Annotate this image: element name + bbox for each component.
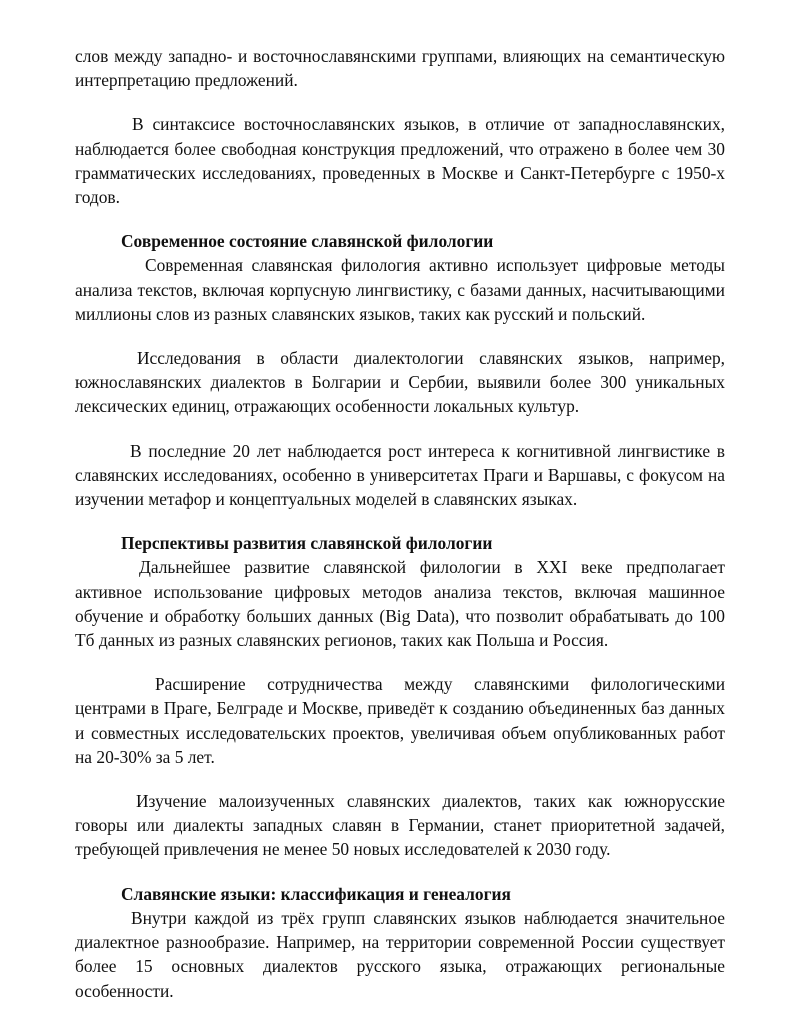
paragraph-cooperation: Расширение сотрудничества между славянскими филологическими центрами в Праге, Белграде и Москве, приведёт к созданию объединенных баз данных и совместных исследовательских проектов, увеличивая объем опубликованных работ на 20-30% за 5 лет. (75, 674, 725, 767)
paragraph-dialectology: Исследования в области диалектологии славянских языков, например, южнославянских диалектов в Болгарии и Сербии, выявили более 300 уникальных лексических единиц, отражающих особенности локальных культур. (75, 348, 725, 417)
document-page (75, 44, 725, 1003)
section-heading-current-state: Современное состояние славянской филологии (121, 231, 494, 252)
paragraph-east-slavic-syntax: В синтаксисе восточнославянских языков, в отличие от западнославянских, наблюдается более свободная конструкция предложений, что отражено в более чем 30 грамматических исследованиях, проведенных в Москве и Санкт-Петербурге с 1950-х годов. (75, 114, 725, 208)
paragraph-digital-methods: Современная славянская филология активно использует цифровые методы анализа текстов, включая корпусную лингвистику, с базами данных, насчитывающими миллионы слов из разных славянских языков, таких как русский и польский. (75, 255, 725, 324)
paragraph-future-development: Дальнейшее развитие славянской филологии в XXI веке предполагает активное использование цифровых методов анализа текстов, включая машинное обучение и обработку больших данных (Big Data), что позволит обрабатывать до 100 Тб данных из разных славянских регионов, таких как Польша и Россия. (75, 557, 725, 651)
paragraph-cognitive-linguistics: В последние 20 лет наблюдается рост интереса к когнитивной лингвистике в славянских исследованиях, особенно в университетах Праги и Варшавы, с фокусом на изучении метафор и концептуальных моделей в славянских языках. (75, 440, 725, 510)
section-heading-perspectives: Перспективы развития славянской филологии (121, 533, 493, 554)
section-heading-classification: Славянские языки: классификация и генеалогия (121, 883, 511, 904)
paragraph-dialect-diversity: Внутри каждой из трёх групп славянских языков наблюдается значительное диалектное разнообразие. Например, на территории современной России существует более 15 основных диалектов русского языка, отражающих региональные особенности. (75, 907, 725, 1001)
paragraph-understudied-dialects: Изучение малоизученных славянских диалектов, таких как южнорусские говоры или диалекты западных славян в Германии, станет приоритетной задачей, требующей привлечения не менее 50 новых исследователей к 2030 году. (75, 791, 725, 860)
paragraph-continuation: слов между западно- и восточнославянскими группами, влияющих на семантическую интерпретацию предложений. (75, 46, 725, 91)
